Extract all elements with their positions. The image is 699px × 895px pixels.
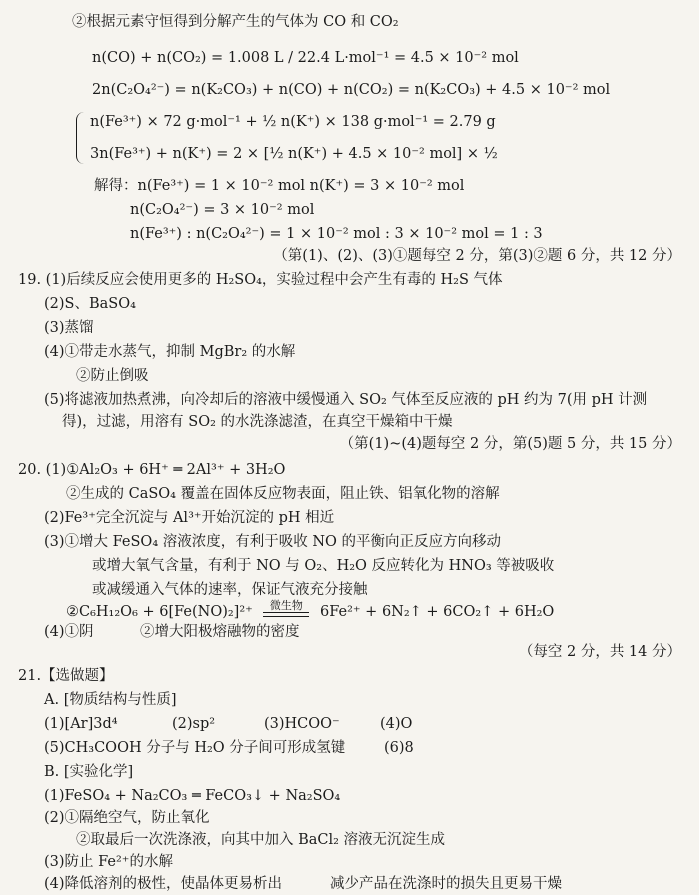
q21-a-heading: A. [物质结构与性质] [44, 692, 177, 708]
reaction-condition: 微生物 [269, 599, 303, 612]
q19-line-7: 得)，过滤，用溶有 SO₂ 的水洗涤滤渣，在真空干燥箱中干燥 [62, 414, 453, 430]
q18-system-equation-1: n(Fe³⁺) × 72 g·mol⁻¹ + ½ n(K⁺) × 138 g·mol⁻¹ = 2.79 g [90, 114, 496, 130]
reaction-arrow [263, 600, 309, 622]
q21-a-1: (1)[Ar]3d⁴ [44, 716, 118, 732]
q21-b-2: (2)①隔绝空气，防止氧化 [44, 810, 210, 826]
q18-equation-oxalate: 2n(C₂O₄²⁻) = n(K₂CO₃) + n(CO) + n(CO₂) = n(K₂CO₃) + 4.5 × 10⁻² mol [92, 82, 611, 98]
q20-products: 6Fe²⁺ + 6N₂↑ + 6CO₂↑ + 6H₂O [320, 604, 555, 620]
q21-b-1: (1)FeSO₄ + Na₂CO₃ ═ FeCO₃↓ + Na₂SO₄ [44, 788, 341, 804]
q18-equation-gas-moles: n(CO) + n(CO₂) = 1.008 L / 22.4 L·mol⁻¹ = 4.5 × 10⁻² mol [92, 50, 519, 66]
q21-b-5b: 减少产品在洗涤时的损失且更易干燥 [330, 876, 562, 892]
q20-line-2: ②生成的 CaSO₄ 覆盖在固体反应物表面，阻止铁、铝氧化物的溶解 [66, 486, 500, 502]
q19-line-2: (2)S、BaSO₄ [44, 296, 136, 312]
q20-score-note: （每空 2 分，共 14 分） [518, 644, 681, 660]
q21-heading: 21.【选做题】 [18, 668, 114, 684]
q21-a-3: (3)HCOO⁻ [264, 716, 340, 732]
q21-a-4: (4)O [380, 716, 413, 732]
q21-a-6: (6)8 [384, 740, 414, 756]
q20-reactants: ②C₆H₁₂O₆ + 6[Fe(NO)₂]²⁺ [66, 604, 253, 620]
reaction-equals-bar [263, 612, 309, 613]
q20-line-5: 或增大氧气含量，有利于 NO 与 O₂、H₂O 反应转化为 HNO₃ 等被吸收 [92, 558, 555, 574]
q21-a-5: (5)CH₃COOH 分子与 H₂O 分子间可形成氢键 [44, 740, 346, 756]
q19-line-6: (5)将滤液加热煮沸，向冷却后的溶液中缓慢通入 SO₂ 气体至反应液的 pH 约为 7(用 pH 计测 [44, 392, 648, 408]
q21-b-4: (3)防止 Fe²⁺的水解 [44, 854, 173, 870]
q18-solution-line-3: n(Fe³⁺) : n(C₂O₄²⁻) = 1 × 10⁻² mol : 3 × 10⁻² mol = 1 : 3 [130, 226, 543, 242]
q19-line-3: (3)蒸馏 [44, 320, 94, 336]
q19-line-1: 19. (1)后续反应会使用更多的 H₂SO₄，实验过程中会产生有毒的 H₂S 气体 [18, 272, 503, 288]
q21-b-5a: (4)降低溶剂的极性，使晶体更易析出 [44, 876, 283, 892]
q19-line-5: ②防止倒吸 [76, 368, 149, 384]
q18-solution-line-2: n(C₂O₄²⁻) = 3 × 10⁻² mol [130, 202, 315, 218]
q20-line-3: (2)Fe³⁺完全沉淀与 Al³⁺开始沉淀的 pH 相近 [44, 510, 335, 526]
q20-line-8b: ②增大阳极熔融物的密度 [140, 624, 300, 640]
q21-b-heading: B. [实验化学] [44, 764, 134, 780]
q18-intro-line: ②根据元素守恒得到分解产生的气体为 CO 和 CO₂ [72, 14, 399, 30]
q20-line-1: 20. (1)①Al₂O₃ + 6H⁺ ═ 2Al³⁺ + 3H₂O [18, 462, 286, 478]
q21-b-3: ②取最后一次洗涤液，向其中加入 BaCl₂ 溶液无沉淀生成 [76, 832, 446, 848]
q19-score-note: （第(1)~(4)题每空 2 分，第(5)题 5 分，共 15 分） [339, 436, 681, 452]
q21-a-2: (2)sp² [172, 716, 216, 732]
q18-score-note: （第(1)、(2)、(3)①题每空 2 分，第(3)②题 6 分，共 12 分） [273, 248, 681, 264]
q20-reaction-line [66, 600, 554, 622]
q18-system-equation-2: 3n(Fe³⁺) + n(K⁺) = 2 × [½ n(K⁺) + 4.5 × 10⁻² mol] × ½ [90, 146, 498, 162]
q20-line-4: (3)①增大 FeSO₄ 溶液浓度，有利于吸收 NO 的平衡向正反应方向移动 [44, 534, 502, 550]
reaction-equals-bar-2 [263, 616, 309, 617]
equation-system-brace [76, 112, 87, 164]
q20-line-6: 或减缓通入气体的速率，保证气液充分接触 [92, 582, 368, 598]
q20-line-8a: (4)①阴 [44, 624, 94, 640]
q18-solution-line-1: 解得：n(Fe³⁺) = 1 × 10⁻² mol n(K⁺) = 3 × 10⁻² mol [94, 178, 465, 194]
q19-line-4: (4)①带走水蒸气，抑制 MgBr₂ 的水解 [44, 344, 296, 360]
